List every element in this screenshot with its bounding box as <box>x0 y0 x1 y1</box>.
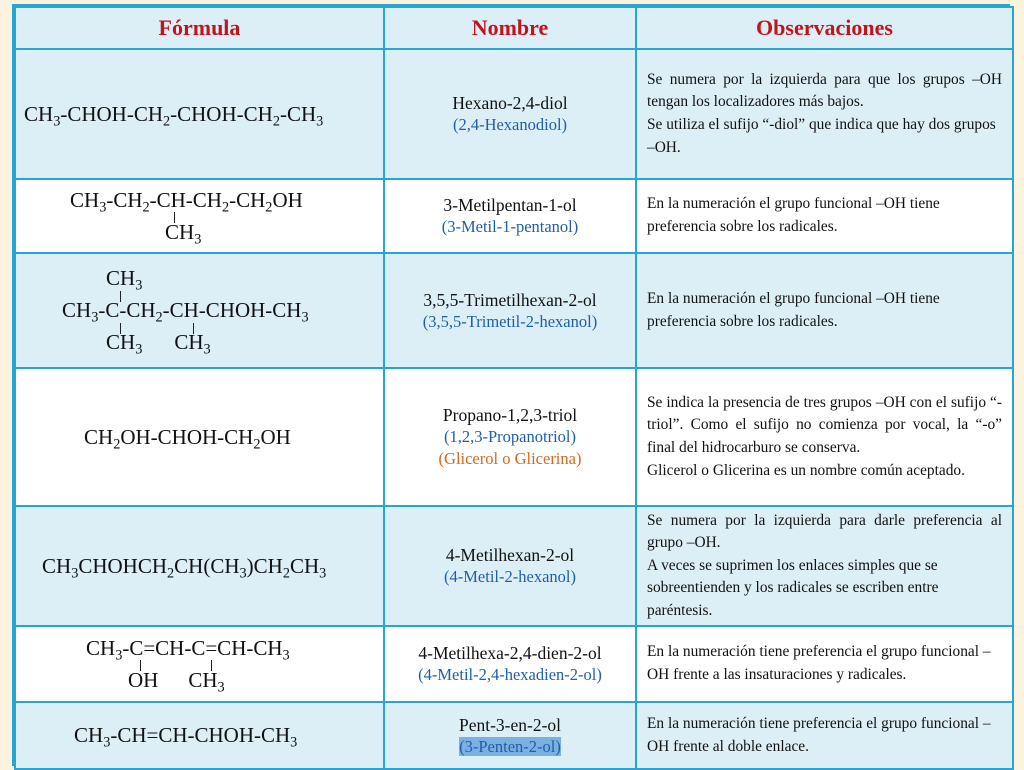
observation-text: Se numera por la izquierda para que los grupos –OH tengan los localizadores más bajos. <box>647 70 1002 111</box>
formula-cell <box>15 49 384 179</box>
formula-cell <box>15 368 384 506</box>
formula-text: $CH_3-C=CH-C=CH-CH_3$ OH $CH_3$ <box>86 635 290 695</box>
iupac-name: 4-Metilhexa-2,4-dien-2-ol <box>418 643 602 663</box>
iupac-name: Propano-1,2,3-triol <box>442 405 578 425</box>
header-observations: Observaciones <box>636 7 1013 49</box>
alcohols-nomenclature-table <box>14 6 1014 770</box>
table-row <box>15 253 1013 368</box>
alternative-name: (4-Metil-2-hexanol) <box>444 567 576 586</box>
alternative-name: (2,4-Hexanodiol) <box>452 115 568 134</box>
observation-text: En la numeración tiene preferencia el grupo funcional –OH frente al doble enlace. <box>647 714 991 755</box>
iupac-name: 3,5,5-Trimetilhexan-2-ol <box>423 289 597 310</box>
formula-cell <box>15 253 384 368</box>
observation-text: Glicerol o Glicerina es un nombre común aceptado. <box>647 461 965 479</box>
table-row <box>15 179 1013 253</box>
observation-text: A veces se suprimen los enlaces simples que se sobreentienden y los radicales se escriben entre paréntesis. <box>647 556 939 619</box>
iupac-name: Hexano-2,4-diol <box>452 93 568 113</box>
observation-text: En la numeración el grupo funcional –OH tiene preferencia sobre los radicales. <box>647 195 940 235</box>
observations-cell <box>636 702 1013 769</box>
iupac-name: Pent-3-en-2-ol <box>458 714 562 735</box>
header-row <box>15 7 1013 49</box>
name-cell <box>384 253 636 368</box>
table-row <box>15 506 1013 626</box>
alternative-name-wrapper <box>385 736 635 758</box>
observations-cell <box>636 626 1013 702</box>
name-cell <box>384 702 636 769</box>
alcohols-table-frame <box>12 4 1010 766</box>
name-cell <box>384 49 636 179</box>
alternative-name: (3-Penten-2-ol) <box>459 736 561 756</box>
name-cell <box>384 368 636 506</box>
observations-cell <box>636 253 1013 368</box>
header-formula: Fórmula <box>15 7 384 49</box>
alternative-name: (4-Metil-2,4-hexadien-2-ol) <box>418 665 602 684</box>
alternative-name: (1,2,3-Propanotriol) <box>444 427 576 446</box>
alternative-name: (3-Metil-1-pentanol) <box>441 217 579 236</box>
formula-cell <box>15 506 384 626</box>
name-cell <box>384 179 636 253</box>
formula-cell <box>15 702 384 769</box>
formula-cell <box>15 626 384 702</box>
formula-text: $CH_3CHOHCH_2CH(CH_3)CH_2CH_3$ <box>42 553 327 581</box>
name-cell <box>384 506 636 626</box>
header-name: Nombre <box>384 7 636 49</box>
formula-cell <box>15 179 384 253</box>
table-row <box>15 626 1013 702</box>
formula-text: $CH_3-CHOH-CH_2-CHOH-CH_2-CH_3$ <box>24 101 324 129</box>
alternative-name: (3,5,5-Trimetil-2-hexanol) <box>422 311 598 331</box>
observations-cell <box>636 49 1013 179</box>
observations-cell <box>636 179 1013 253</box>
table-row <box>15 49 1013 179</box>
observation-text: En la numeración el grupo funcional –OH tiene preferencia sobre los radicales. <box>647 289 940 330</box>
formula-text: $CH_3-CH_2-CH-CH_2-CH_2OH$ $CH_3$ <box>70 187 303 247</box>
observations-cell <box>636 506 1013 626</box>
name-cell <box>384 626 636 702</box>
iupac-name: 3-Metilpentan-1-ol <box>443 195 577 215</box>
formula-text: $CH_3$ $CH_3-C-CH_2-CH-CHOH-CH_3$ $CH_3$ $CH_3$ <box>62 266 309 358</box>
table-row <box>15 368 1013 506</box>
formula-text: $CH_3-CH=CH-CHOH-CH_3$ <box>74 723 298 751</box>
table-row <box>15 702 1013 769</box>
observation-text: Se indica la presencia de tres grupos –OH con el sufijo “-triol”. Como el sufijo no comienza por vocal, la “-o” final del hidrocarburo se conserva. <box>647 393 1002 456</box>
observation-text: Se utiliza el sufijo “-diol” que indica que hay dos grupos –OH. <box>647 116 996 156</box>
formula-text: $CH_2OH-CHOH-CH_2OH$ <box>84 424 291 452</box>
common-name: (Glicerol o Glicerina) <box>438 449 582 468</box>
iupac-name: 4-Metilhexan-2-ol <box>445 545 575 565</box>
observation-text: Se numera por la izquierda para darle preferencia al grupo –OH. <box>647 511 1002 552</box>
observations-cell <box>636 368 1013 506</box>
observation-text: En la numeración tiene preferencia el grupo funcional –OH frente a las insaturaciones y radicales. <box>647 643 991 683</box>
